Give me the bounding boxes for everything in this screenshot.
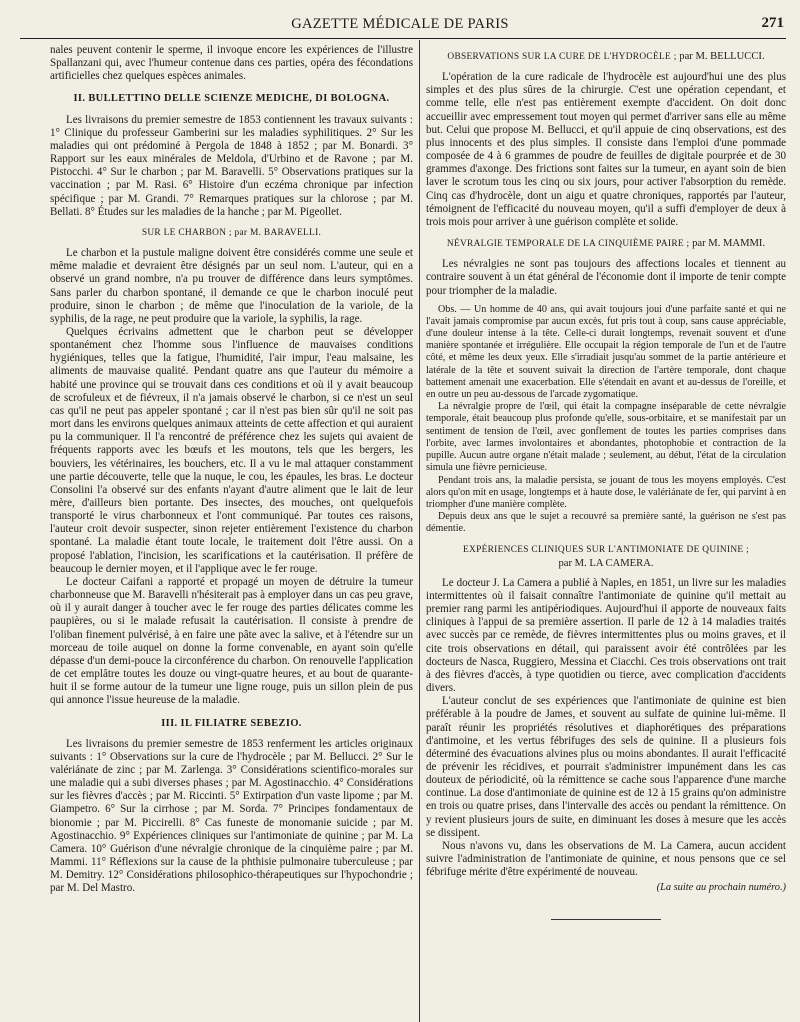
end-rule xyxy=(551,919,661,920)
continued-note: (La suite au prochain numéro.) xyxy=(656,882,786,894)
filiatre-contents-paragraph: Les livraisons du premier semestre de 1853 renferment les articles originaux suivants : 1° Observations sur la cure de l'hydrocèle ; par M. Bellucci. 2° Sur le valériánate de zinc ; par M. Zarlenga. 3° Considérations scientifico-morales sur une maladie qui a subi diverses phases ; par M. Agostinacchio. 4° Considérations sur les fièvres d'accès ; par M. Riccinti. 5° Extirpation d'un vaste lipome ; par M. Giampetro. 6° Sur la cirrhose ; par M. Sorda. 7° Principes fondamentaux de bionomie ; par M. Piccirelli. 8° Cas funeste de monomanie suicide ; par M. Agostinacchio. 9° Expériences cliniques sur l'antimoniate de quinine ; par M. La Camera. 10° Guérison d'une névralgie chronique de la cinquième paire ; par M. Mammi. 11° Réflexions sur la cause de la phthisie pulmonaire tuberculeuse ; par M. Demitry. 12° Considérations philosophico-thérapeutiques sur l'hypochondrie ; par M. Del Mastro. xyxy=(50,737,413,895)
hydrocele-heading-title: OBSERVATIONS SUR LA CURE DE L'HYDROCÈLE ; xyxy=(447,52,677,62)
intro-paragraph: nales peuvent contenir le sperme, il invoque encore les expériences de l'illustre Spallanzani qui, avec l'humeur contenue dans ces parties, opéra des fécondations artificielles chez quelques espèces animales. xyxy=(50,44,413,83)
nevralgie-heading-title: NÉVRALGIE TEMPORALE DE LA CINQUIÈME PAIRE ; xyxy=(446,239,690,250)
nevralgie-heading xyxy=(426,237,786,251)
charbon-heading: SUR LE CHARBON ; par M. BARAVELLI. xyxy=(141,227,322,238)
right-column xyxy=(426,44,786,1016)
quinine-heading-author: par M. LA CAMERA. xyxy=(558,557,654,569)
observation-paragraph-4: Depuis deux ans que le sujet a recouvré sa première santé, la guérison ne s'est pas démentie. xyxy=(426,511,786,535)
charbon-paragraph-3: Le docteur Caifani a rapporté et propagé un moyen de détruire la tumeur charbonneuse que M. Baravelli n'hésiterait pas à employer dans un cas peu grave, où il y aurait danger à toucher avec le fer rouge des parties délicates comme les paupières, ou si le malade refusait la cautérisation. Il consiste à prendre de l'oliban finement pulvérisé, à en faire une pâte avec la salive, et à l'étendre sur un morceau de toile auquel on donne la forme convenable, en ayant soin qu'elle dépasse d'un demi-pouce la circonférence du charbon. On renouvelle l'application de cet emplâtre toutes les douze ou vingt-quatre heures, et au bout de quarante-huit il se forme autour de la tumeur une ligne rouge, puis un sillon plein de pus qui annonce l'issue heureuse de la maladie. xyxy=(50,575,413,707)
quinine-heading xyxy=(426,544,786,570)
hydrocele-paragraph: L'opération de la cure radicale de l'hydrocèle est aujourd'hui une des plus simples et des plus sûres de la chirurgie. C'est une opération cependant, et comme telle, elle n'est pas entièrement exempte d'accident. On doit donc accueillir avec empressement tout moyen qui permet d'arriver sans elle au même but. Celui que propose M. Bellucci, et qu'il appuie de cinq observations, est des plus innocents et des plus simples. Il consiste dans l'emploi d'une pommade composée de 4 à 6 grammes de poudre de feuilles de digitale pourprée et de 30 grammes d'axonge. Des frictions sont faites sur la tumeur, en ayant soin de bien laver le scrotum tous les cinq ou six jours, pour activer l'absorption du remède. Cinq cas d'hydrocèle, dont un aigu et quatre chroniques, rapportés par l'auteur, témoignent de l'efficacité du nouveau moyen, qu'il a suffi d'employer de deux à trois mois pour arriver à une guérison complète et solide. xyxy=(426,71,786,228)
nevralgie-heading-author: par M. MAMMI. xyxy=(692,238,766,250)
header-rule xyxy=(20,38,786,39)
observation-paragraph-2: La névralgie propre de l'œil, qui était la compagne inséparable de cette névralgie temporale, était beaucoup plus profonde qu'elle, sous-orbitaire, et se manifestait par un sentiment de tension de l'œil, avec gonflement de toutes les parties comprises dans l'orbite, avec larmes involontaires et abondantes, photophobie et contraction de la pupille. Aucun autre organe n'était malade ; seulement, au début, l'état de la circulation simula une fièvre pernicieuse. xyxy=(426,401,786,474)
journal-title: GAZETTE MÉDICALE DE PARIS xyxy=(291,16,509,32)
quinine-heading-title: EXPÉRIENCES CLINIQUES SUR L'ANTIMONIATE DE QUININE ; xyxy=(462,544,750,555)
observation-paragraph-1: Obs. — Un homme de 40 ans, qui avait toujours joui d'une parfaite santé et qui ne l'avait jamais compromise par aucun excès, fut pris tout à coup, sans cause appréciable, d'une douleur intense à la tête. Celle-ci durait longtemps, revenait souvent et d'une manière spontanée et irrégulière. Elle occupait la région temporale de l'un et de l'autre côté, et même les deux yeux. Elle s'irradiait jusqu'au sommet de la partie antérieure et latérale de la tête et souvent suivait la direction de l'artère temporale, dont chaque battement amenait une exacerbation. Elle s'étendait en avant et au-dessus de l'oreille, et en outre un peu au-dessous de l'arcade zygomatique. xyxy=(426,303,786,401)
section-heading-bologna: II. BULLETTINO DELLE SCIENZE MEDICHE, DI BOLOGNA. xyxy=(73,93,390,105)
quinine-paragraph-1: Le docteur J. La Camera a publié à Naples, en 1851, un livre sur les maladies intermittentes où il faisait connaître l'antimoniate de quinine qu'il mettait au premier rang parmi les antipériodiques. Aujourd'hui il apporte de nouveaux faits cliniques à l'appui de sa première assertion. Il parle de 12 à 14 maladies traités avec succès par ce remède, de fièvres intermittentes plus ou moins graves, et il cite trois observations en détail, qui paraissent avoir été contrôlées par les docteurs de Nasca, Ruggiero, Messina et Ciacchi. Ces trois observations ont trait à des fièvres d'accès, à type quotidien ou tierce, avec complication d'accidents divers. xyxy=(426,576,786,695)
observation-block xyxy=(426,304,786,536)
left-column xyxy=(50,44,413,1016)
column-divider xyxy=(419,40,420,1022)
nevralgie-paragraph: Les névralgies ne sont pas toujours des affections locales et tiennent au contraire souvent à un état général de l'économie dont il importe de tenir compte pour triompher de la maladie. xyxy=(426,258,786,297)
hydrocele-heading xyxy=(426,50,786,64)
observation-paragraph-3: Pendant trois ans, la maladie persista, se jouant de tous les moyens employés. C'est alors qu'on mit en usage, longtemps et à haute dose, le valériánate de fer, qui parvint à en triompher d'une manière complète. xyxy=(426,474,786,510)
page-number: 271 xyxy=(761,15,784,31)
hydrocele-heading-author: par M. BELLUCCI. xyxy=(679,51,765,62)
bologna-contents-paragraph: Les livraisons du premier semestre de 1853 contiennent les travaux suivants : 1° Clinique du professeur Gamberini sur les maladies syphilitiques. 2° Sur les maladies qui ont prédominé à Pergola de 1848 à 1852 ; par M. Bonardi. 3° Rapport sur les eaux minérales de Meldola, d'Urbino et de Ravone ; par M. Pistocchi. 4° Sur le charbon ; par M. Baravelli. 5° Observations pratiques sur la vaccination ; par M. Rasi. 6° Histoire d'un eczéma chronique par infection spécifique ; par M. Grandi. 7° Remarques pratiques sur la chlorose ; par M. Bellati. 8° Études sur les maladies de la hanche ; par M. Pigeollet. xyxy=(50,113,413,218)
quinine-paragraph-2: L'auteur conclut de ses expériences que l'antimoniate de quinine est bien préférable à la poudre de James, et souvent au sulfate de quinine lui-même. Il paraît réunir les propriétés résolutives et diaphorétiques des préparations d'antimoine, et les vertus fébrifuges des sels de quinine. Il a plusieurs fois déterminé des évacuations alvines plus ou moins abondantes. Il aurait l'efficacité de prévenir les récidives, et pourrait s'administrer impunément dans les cas douteux de périodicité, où la rémittence se cache sous l'apparence d'une marche continue. La dose d'antimoniate de quinine est de 12 à 15 grains qu'on administre en trois ou quatre prises, dans l'intervalle des accès ou pendant la rémittence. On y revient plusieurs jours de suite, en diminuant les doses à mesure que les accès se dissipent. xyxy=(426,695,786,839)
charbon-paragraph-2: Quelques écrivains admettent que le charbon peut se développer spontanément chez l'homme sous l'influence de mauvaises conditions hygiéniques, telles que la fatigue, l'humidité, l'air impur, l'eau malsaine, les aliments de mauvaise qualité. Pendant quatre ans que l'auteur du mémoire a habité une province qui se trouvait dans ces conditions et où il y avait beaucoup de scrofuleux et de fiévreux, il n'a jamais observé le charbon, si ce n'est un seul cas qu'il ne peut pas appeler spontané ; car il n'est pas bien sûr qu'il ne soit pas mort dans les environs quelques animaux atteints de cette affection et qui auraient pu la communiquer. Il l'a rencontré de préférence chez les sujets qui avaient de fréquents rapports avec les bœufs et les moutons, tels que les bergers, les bouviers, les vétérinaires, les bouchers, etc. Il a vu le mal attaquer constamment une partie découverte, telle que la nuque, le cou, les épaules, les bras. Le docteur Consolini l'a observé sur des enfants n'ayant d'autre aliment que le lait de leur mère, d'ailleurs bien portante. Des insectes, des mouches, ont quelquefois transporté le virus charbonneux et l'ont communiqué. Par toutes ces raisons, l'auteur croit devoir suspecter, sinon rejeter entièrement l'existence du charbon spontané. La maladie étant toute locale, le traitement doit l'être aussi. On a proposé l'ablation, l'incision, les scarifications et la cautérisation. Il préfère de beaucoup le dernier moyen, et il l'applique avec le fer rouge. xyxy=(50,325,413,575)
charbon-paragraph-1: Le charbon et la pustule maligne doivent être considérés comme une seule et même maladie et devraient être désignés par un seul nom. L'auteur, qui en a observé un grand nombre, n'a pu trouver de différence dans leurs symptômes. Sans parler du charbon spontané, il demande ce que le charbon inoculé peut produire, sinon le charbon ; de même que l'inoculation de la variole, de la syphilis, de la rage, ne peut produire que la variole, la syphilis, la rage. xyxy=(50,247,413,325)
page-header xyxy=(14,12,786,38)
section-heading-filiatre: III. IL FILIATRE SEBEZIO. xyxy=(161,717,302,729)
quinine-paragraph-3: Nous n'avons vu, dans les observations de M. La Camera, aucun accident suivre l'administration de l'antimoniate de quinine, et nous pensons que ce sel fébrifuge mérite d'être expérimenté de nouveau. xyxy=(426,839,786,879)
